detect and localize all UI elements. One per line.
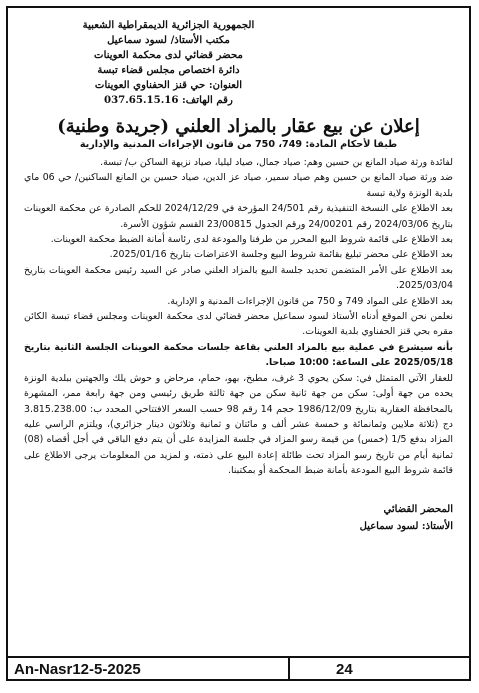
notice-title: إعلان عن بيع عقار بالمزاد العلني (جريدة وطنية): [57, 116, 420, 137]
paragraph-defendants: ضد ورثة صياد المانع بن حسين وهم صياد سمير، صياد عز الدين، صياد حسين بن المانع الساكنين/ حي 06 ماي بلدية الونزة ولاية تبسة: [24, 172, 453, 199]
header-line-jurisdiction: دائرة اختصاص مجلس قضاء تبسة: [97, 64, 240, 76]
paragraph-sale-order: بعد الاطلاع على الأمر المتضمن تحديد جلسة البيع بالمزاد العلني صادر عن السيد رئيس محكمة العوينات بتاريخ 2025/03/04.: [24, 264, 453, 292]
footer-publication-date: An-Nasr12-5-2025: [14, 661, 141, 678]
paragraph-beneficiaries: لفائدة ورثة صياد المانع بن حسين وهم: صياد جمال، صياد ليليا، صياد نزيهة الساكن ب/ تبسة.: [100, 157, 453, 168]
paragraph-auction-date: بأنه سيشرع في عملية بيع بالمزاد العلني بقاعة جلسات محكمة العوينات الجلسة الثانية بتاريخ 2025/05/18 على الساعة: 10:00 صباحا.: [24, 341, 453, 369]
paragraph-announcement: نعلمن نحن الموقع أدناه الأستاذ لسود سماعيل محضر قضائي لدى محكمة العوينات ومجلس قضاء تبسة الكائن مقره بحي قنز الحفناوي بلدية العوينات.: [24, 311, 453, 338]
header-line-republic: الجمهورية الجزائرية الديمقراطية الشعبية: [82, 19, 255, 31]
header-line-office: مكتب الأستاذ/ لسود سماعيل: [107, 34, 230, 46]
header-line-address: العنوان: حي قنز الحفناوي العوينات: [94, 79, 243, 91]
signature-role: المحضر القضائي: [383, 503, 453, 515]
footer-divider: [288, 658, 290, 681]
paragraph-enforcement-copy: بعد الاطلاع على النسخة التنفيذية رقم 24/501 المؤرخة في 2024/12/29 للحكم الصادرة عن محكمة العوينات بتاريخ 2024/03/06 رقم 24/00201 ورقم الجدول 23/00815 القسم شؤون الأسرة.: [24, 203, 453, 230]
notice-body: [24, 155, 453, 479]
signature-block: [24, 501, 453, 535]
footer-page-number: 24: [336, 661, 353, 678]
signature-name: الأستاذ: لسود سماعيل: [359, 520, 453, 532]
paragraph-articles: بعد الاطلاع على المواد 749 و 750 من قانون الإجراءات المدنية و الإدارية.: [167, 295, 453, 307]
paragraph-sale-conditions: بعد الاطلاع على قائمة شروط البيع المحرر من طرفنا والمودعة لدى رئاسة أمانة الضبط محكمة العوينات.: [50, 234, 453, 246]
notice-frame: [6, 6, 471, 681]
page-footer: [6, 656, 471, 681]
notice-subtitle: طبقا لأحكام المادة: 749، 750 من قانون الإجراءات المدنية والإدارية: [79, 139, 398, 150]
header-line-bailiff: محضر قضائي لدى محكمة العوينات: [94, 49, 243, 61]
header-line-phone: رقم الهاتف: 037.65.15.16: [104, 94, 233, 106]
paragraph-property-description: للعقار الآتي المتمثل في: سكن يحوي 3 غرف، مطبخ، بهو، حمام، مرحاض و حوش يلك والجهتين ببلدية الونزة يحده من جهة أولى: سكن من جهة ثانية سكن من جهة ثالثة طريق رئيسي ومن جهة رابعة ممر، المشهرة بالمحافظة العقارية بتاريخ 1986/12/09 حجم 14 رقم 98 حسب السعر الافتتاحي المحدد ب: 3.815.238.00 دج (ثلاثة ملايين وثمانمائة و خمسة عشر ألف و مائتان و ثمانية وثلاثون دينار جزائري)، ويلتزم الراسي عليه المزاد بدفع 1/5 (خمس) من قيمة رسو المزاد في جلسة المزايدة على أن يتم دفع الباقي في أجل أقصاه (08) ثمانية أيام من تاريخ رسو المزاد تحت طائلة إعادة البيع على ذمته، و لمزيد من المعلومات يرجى الاطلاع على قائمة شروط البيع المودعة بأمانة ضبط المحكمة أو بمكتبنا.: [24, 372, 453, 477]
office-header: [24, 18, 313, 108]
paragraph-notification: بعد الاطلاع على محضر تبليغ بقائمة شروط البيع وجلسة الاعتراضات بتاريخ 2025/01/16.: [109, 249, 453, 261]
